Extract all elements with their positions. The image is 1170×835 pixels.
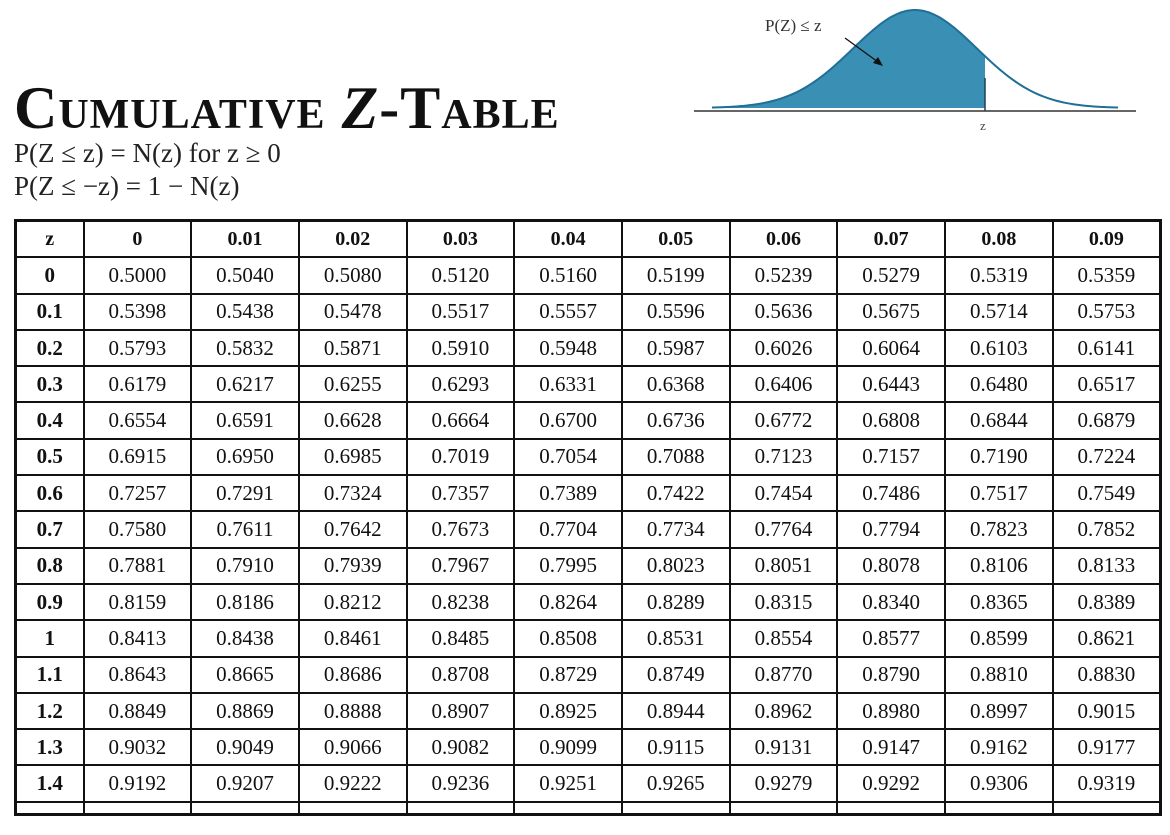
table-row xyxy=(16,620,1161,656)
probability-cell: 0.7190 xyxy=(945,439,1053,475)
cutoff-cell xyxy=(407,802,515,815)
table-row xyxy=(16,693,1161,729)
probability-cell: 0.8790 xyxy=(837,657,945,693)
cutoff-cell xyxy=(1053,802,1161,815)
probability-cell: 0.8315 xyxy=(730,584,838,620)
z-value-cell: 0.6 xyxy=(16,475,84,511)
probability-cell: 0.8186 xyxy=(191,584,299,620)
curve-label: P(Z) ≤ z xyxy=(765,16,822,35)
probability-cell: 0.8643 xyxy=(84,657,192,693)
table-row-cutoff xyxy=(16,802,1161,815)
probability-cell: 0.5160 xyxy=(514,257,622,293)
z-value-cell: 0.4 xyxy=(16,402,84,438)
table-row xyxy=(16,330,1161,366)
probability-cell: 0.7939 xyxy=(299,548,407,584)
probability-cell: 0.6217 xyxy=(191,366,299,402)
probability-cell: 0.7995 xyxy=(514,548,622,584)
probability-cell: 0.6517 xyxy=(1053,366,1161,402)
z-table xyxy=(14,219,1162,816)
probability-cell: 0.6591 xyxy=(191,402,299,438)
cutoff-cell xyxy=(191,802,299,815)
probability-cell: 0.7054 xyxy=(514,439,622,475)
probability-cell: 0.5987 xyxy=(622,330,730,366)
header-col: 0.08 xyxy=(945,221,1053,258)
probability-cell: 0.5080 xyxy=(299,257,407,293)
title-z: Z xyxy=(341,75,380,141)
page-title xyxy=(14,75,560,141)
probability-cell: 0.6950 xyxy=(191,439,299,475)
probability-cell: 0.8461 xyxy=(299,620,407,656)
probability-cell: 0.7549 xyxy=(1053,475,1161,511)
probability-cell: 0.7642 xyxy=(299,511,407,547)
probability-cell: 0.8438 xyxy=(191,620,299,656)
probability-cell: 0.5040 xyxy=(191,257,299,293)
table-row xyxy=(16,294,1161,330)
probability-cell: 0.9207 xyxy=(191,765,299,801)
probability-cell: 0.5948 xyxy=(514,330,622,366)
probability-cell: 0.6293 xyxy=(407,366,515,402)
probability-cell: 0.7580 xyxy=(84,511,192,547)
probability-cell: 0.8686 xyxy=(299,657,407,693)
probability-cell: 0.9192 xyxy=(84,765,192,801)
probability-cell: 0.8888 xyxy=(299,693,407,729)
normal-curve-illustration xyxy=(690,0,1140,135)
probability-cell: 0.6808 xyxy=(837,402,945,438)
probability-cell: 0.9032 xyxy=(84,729,192,765)
probability-cell: 0.7764 xyxy=(730,511,838,547)
z-value-cell: 0.1 xyxy=(16,294,84,330)
probability-cell: 0.7852 xyxy=(1053,511,1161,547)
probability-cell: 0.6664 xyxy=(407,402,515,438)
probability-cell: 0.7967 xyxy=(407,548,515,584)
cutoff-cell xyxy=(730,802,838,815)
probability-cell: 0.8212 xyxy=(299,584,407,620)
probability-cell: 0.6700 xyxy=(514,402,622,438)
probability-cell: 0.5319 xyxy=(945,257,1053,293)
z-value-cell: 0.7 xyxy=(16,511,84,547)
probability-cell: 0.7704 xyxy=(514,511,622,547)
formula-positive: P(Z ≤ z) = N(z) for z ≥ 0 xyxy=(14,138,281,168)
probability-cell: 0.7291 xyxy=(191,475,299,511)
probability-cell: 0.7794 xyxy=(837,511,945,547)
probability-cell: 0.8962 xyxy=(730,693,838,729)
header-z: z xyxy=(16,221,84,258)
z-axis-marker: z xyxy=(980,118,986,133)
probability-cell: 0.9251 xyxy=(514,765,622,801)
probability-cell: 0.8289 xyxy=(622,584,730,620)
probability-cell: 0.8078 xyxy=(837,548,945,584)
header-col: 0.07 xyxy=(837,221,945,258)
header-col: 0.05 xyxy=(622,221,730,258)
probability-cell: 0.6480 xyxy=(945,366,1053,402)
probability-cell: 0.5359 xyxy=(1053,257,1161,293)
probability-cell: 0.9319 xyxy=(1053,765,1161,801)
probability-cell: 0.7486 xyxy=(837,475,945,511)
z-value-cell: 1.2 xyxy=(16,693,84,729)
probability-cell: 0.5000 xyxy=(84,257,192,293)
probability-cell: 0.9015 xyxy=(1053,693,1161,729)
probability-cell: 0.8554 xyxy=(730,620,838,656)
probability-cell: 0.7422 xyxy=(622,475,730,511)
probability-cell: 0.8925 xyxy=(514,693,622,729)
probability-cell: 0.7088 xyxy=(622,439,730,475)
header-col: 0.01 xyxy=(191,221,299,258)
probability-cell: 0.7123 xyxy=(730,439,838,475)
probability-cell: 0.5438 xyxy=(191,294,299,330)
probability-cell: 0.9279 xyxy=(730,765,838,801)
probability-cell: 0.5596 xyxy=(622,294,730,330)
probability-cell: 0.6736 xyxy=(622,402,730,438)
probability-cell: 0.8340 xyxy=(837,584,945,620)
formula-negative: P(Z ≤ −z) = 1 − N(z) xyxy=(14,171,240,201)
z-value-cell: 1.3 xyxy=(16,729,84,765)
probability-cell: 0.6064 xyxy=(837,330,945,366)
probability-cell: 0.8749 xyxy=(622,657,730,693)
probability-cell: 0.9049 xyxy=(191,729,299,765)
probability-cell: 0.5517 xyxy=(407,294,515,330)
probability-cell: 0.9131 xyxy=(730,729,838,765)
probability-cell: 0.6026 xyxy=(730,330,838,366)
z-value-cell: 1.1 xyxy=(16,657,84,693)
probability-cell: 0.5910 xyxy=(407,330,515,366)
cutoff-cell xyxy=(622,802,730,815)
title-suffix: -Table xyxy=(379,75,560,141)
probability-cell: 0.8980 xyxy=(837,693,945,729)
probability-cell: 0.8708 xyxy=(407,657,515,693)
probability-cell: 0.5636 xyxy=(730,294,838,330)
probability-cell: 0.8508 xyxy=(514,620,622,656)
cutoff-cell xyxy=(84,802,192,815)
table-row xyxy=(16,402,1161,438)
normal-curve-svg xyxy=(690,0,1140,135)
probability-cell: 0.5279 xyxy=(837,257,945,293)
probability-cell: 0.9099 xyxy=(514,729,622,765)
probability-cell: 0.9265 xyxy=(622,765,730,801)
probability-cell: 0.5675 xyxy=(837,294,945,330)
probability-cell: 0.9292 xyxy=(837,765,945,801)
table-row xyxy=(16,729,1161,765)
probability-cell: 0.8413 xyxy=(84,620,192,656)
z-value-cell: 0 xyxy=(16,257,84,293)
header-col: 0.02 xyxy=(299,221,407,258)
table-row xyxy=(16,765,1161,801)
probability-cell: 0.6103 xyxy=(945,330,1053,366)
probability-cell: 0.5714 xyxy=(945,294,1053,330)
probability-cell: 0.9147 xyxy=(837,729,945,765)
probability-cell: 0.7224 xyxy=(1053,439,1161,475)
probability-cell: 0.5832 xyxy=(191,330,299,366)
probability-cell: 0.8849 xyxy=(84,693,192,729)
probability-cell: 0.5478 xyxy=(299,294,407,330)
probability-cell: 0.8907 xyxy=(407,693,515,729)
probability-cell: 0.6844 xyxy=(945,402,1053,438)
probability-cell: 0.8389 xyxy=(1053,584,1161,620)
probability-cell: 0.6443 xyxy=(837,366,945,402)
z-value-cell: 0.9 xyxy=(16,584,84,620)
probability-cell: 0.6406 xyxy=(730,366,838,402)
probability-cell: 0.5398 xyxy=(84,294,192,330)
probability-cell: 0.9162 xyxy=(945,729,1053,765)
probability-cell: 0.8830 xyxy=(1053,657,1161,693)
table-row xyxy=(16,439,1161,475)
probability-cell: 0.9236 xyxy=(407,765,515,801)
table-row xyxy=(16,366,1161,402)
title-main: Cumulative xyxy=(14,75,342,141)
probability-cell: 0.9066 xyxy=(299,729,407,765)
probability-cell: 0.5199 xyxy=(622,257,730,293)
probability-cell: 0.7673 xyxy=(407,511,515,547)
cutoff-cell xyxy=(837,802,945,815)
probability-cell: 0.8810 xyxy=(945,657,1053,693)
header-col: 0 xyxy=(84,221,192,258)
probability-cell: 0.8621 xyxy=(1053,620,1161,656)
probability-cell: 0.9082 xyxy=(407,729,515,765)
probability-cell: 0.7257 xyxy=(84,475,192,511)
probability-cell: 0.8023 xyxy=(622,548,730,584)
probability-cell: 0.8264 xyxy=(514,584,622,620)
header-row xyxy=(16,221,1161,258)
z-value-cell: 0.3 xyxy=(16,366,84,402)
header-col: 0.09 xyxy=(1053,221,1161,258)
probability-cell: 0.7324 xyxy=(299,475,407,511)
probability-cell: 0.8365 xyxy=(945,584,1053,620)
probability-cell: 0.8770 xyxy=(730,657,838,693)
probability-cell: 0.9177 xyxy=(1053,729,1161,765)
probability-cell: 0.6255 xyxy=(299,366,407,402)
probability-cell: 0.5793 xyxy=(84,330,192,366)
probability-cell: 0.8051 xyxy=(730,548,838,584)
probability-cell: 0.6331 xyxy=(514,366,622,402)
table-row xyxy=(16,257,1161,293)
table-row xyxy=(16,657,1161,693)
probability-cell: 0.6879 xyxy=(1053,402,1161,438)
table-row xyxy=(16,584,1161,620)
z-value-cell: 0.8 xyxy=(16,548,84,584)
probability-cell: 0.7823 xyxy=(945,511,1053,547)
probability-cell: 0.7881 xyxy=(84,548,192,584)
table-row xyxy=(16,511,1161,547)
table-row xyxy=(16,475,1161,511)
probability-cell: 0.7389 xyxy=(514,475,622,511)
probability-cell: 0.7019 xyxy=(407,439,515,475)
probability-cell: 0.8531 xyxy=(622,620,730,656)
z-value-cell: 0.5 xyxy=(16,439,84,475)
probability-cell: 0.7611 xyxy=(191,511,299,547)
probability-cell: 0.6628 xyxy=(299,402,407,438)
probability-cell: 0.5239 xyxy=(730,257,838,293)
probability-cell: 0.6141 xyxy=(1053,330,1161,366)
probability-cell: 0.7734 xyxy=(622,511,730,547)
probability-cell: 0.7157 xyxy=(837,439,945,475)
probability-cell: 0.5753 xyxy=(1053,294,1161,330)
probability-cell: 0.8599 xyxy=(945,620,1053,656)
probability-cell: 0.8577 xyxy=(837,620,945,656)
header-col: 0.04 xyxy=(514,221,622,258)
probability-cell: 0.5557 xyxy=(514,294,622,330)
probability-cell: 0.7357 xyxy=(407,475,515,511)
probability-cell: 0.8997 xyxy=(945,693,1053,729)
z-value-cell: 0.2 xyxy=(16,330,84,366)
probability-cell: 0.8729 xyxy=(514,657,622,693)
probability-cell: 0.8238 xyxy=(407,584,515,620)
probability-cell: 0.8944 xyxy=(622,693,730,729)
probability-cell: 0.8133 xyxy=(1053,548,1161,584)
probability-cell: 0.6915 xyxy=(84,439,192,475)
probability-cell: 0.8485 xyxy=(407,620,515,656)
probability-cell: 0.7517 xyxy=(945,475,1053,511)
probability-cell: 0.6368 xyxy=(622,366,730,402)
cutoff-cell xyxy=(514,802,622,815)
z-value-cell: 1 xyxy=(16,620,84,656)
table-row xyxy=(16,548,1161,584)
probability-cell: 0.6772 xyxy=(730,402,838,438)
probability-cell: 0.8159 xyxy=(84,584,192,620)
probability-cell: 0.9222 xyxy=(299,765,407,801)
header-col: 0.06 xyxy=(730,221,838,258)
probability-cell: 0.5871 xyxy=(299,330,407,366)
probability-cell: 0.8665 xyxy=(191,657,299,693)
probability-cell: 0.8106 xyxy=(945,548,1053,584)
probability-cell: 0.6985 xyxy=(299,439,407,475)
probability-cell: 0.6179 xyxy=(84,366,192,402)
header-col: 0.03 xyxy=(407,221,515,258)
probability-cell: 0.7454 xyxy=(730,475,838,511)
probability-cell: 0.9306 xyxy=(945,765,1053,801)
probability-cell: 0.9115 xyxy=(622,729,730,765)
cumulative-area-fill xyxy=(712,10,985,108)
cutoff-cell xyxy=(945,802,1053,815)
probability-cell: 0.7910 xyxy=(191,548,299,584)
z-value-cell: 1.4 xyxy=(16,765,84,801)
cutoff-cell xyxy=(16,802,84,815)
probability-cell: 0.8869 xyxy=(191,693,299,729)
probability-cell: 0.5120 xyxy=(407,257,515,293)
cutoff-cell xyxy=(299,802,407,815)
probability-cell: 0.6554 xyxy=(84,402,192,438)
